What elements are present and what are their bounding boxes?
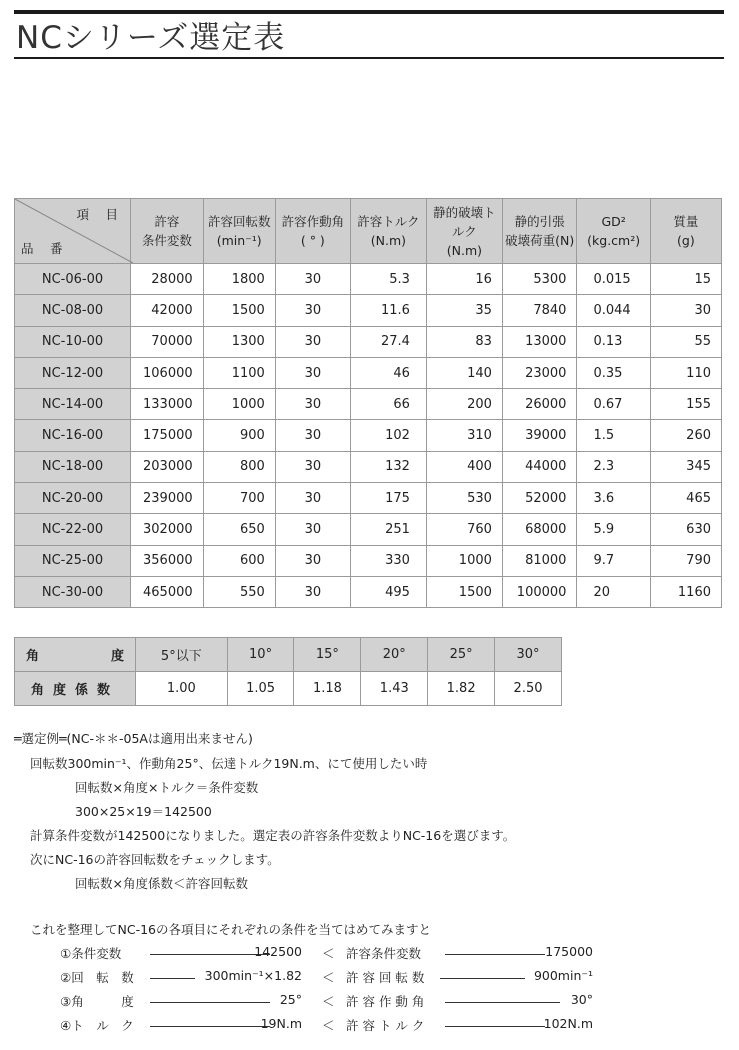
angle-value: 20° [361, 638, 428, 672]
compare-right-value: 102N.m [543, 1016, 593, 1031]
value-cell: 203000 [131, 451, 204, 482]
corner-item-label: 項 目 [76, 207, 121, 222]
value-cell: 200 [426, 389, 502, 420]
value-cell: 330 [350, 545, 426, 576]
factor-value: 1.43 [361, 672, 428, 706]
col-header: 許容 条件変数 [131, 199, 204, 264]
value-cell: 132 [350, 451, 426, 482]
value-cell: 70000 [131, 326, 204, 357]
table-row [15, 514, 722, 545]
value-cell: 1500 [426, 576, 502, 607]
value-cell: 260 [650, 420, 721, 451]
value-cell: 20 [577, 576, 650, 607]
col-header: 質量 (g) [650, 199, 721, 264]
value-cell: 0.67 [577, 389, 650, 420]
value-cell: 1.5 [577, 420, 650, 451]
example-line: 回転数300min⁻¹、作動角25°、伝達トルク19N.m、にて使用したい時 [30, 756, 428, 771]
angle-value: 5°以下 [136, 638, 228, 672]
value-cell: 30 [650, 295, 721, 326]
value-cell: 550 [203, 576, 275, 607]
factor-value: 1.00 [136, 672, 228, 706]
value-cell: 1160 [650, 576, 721, 607]
value-cell: 140 [426, 357, 502, 388]
corner-model-label: 品 番 [21, 241, 65, 256]
angle-value: 15° [294, 638, 361, 672]
col-header: 静的破壊トルク (N.m) [426, 199, 502, 264]
value-cell: 30 [275, 420, 350, 451]
value-cell: 1500 [203, 295, 275, 326]
value-cell: 600 [203, 545, 275, 576]
table-row [15, 576, 722, 607]
corner-header [15, 199, 131, 264]
value-cell: 0.13 [577, 326, 650, 357]
compare-right-value: 175000 [545, 944, 593, 959]
table-row [15, 357, 722, 388]
compare-left-label: ③角 度 [60, 994, 134, 1009]
summary-line: これを整理してNC-16の各項目にそれぞれの条件を当てはめてみますと [30, 922, 431, 937]
value-cell: 1800 [203, 264, 275, 295]
value-cell: 15 [650, 264, 721, 295]
value-cell: 630 [650, 514, 721, 545]
model-cell: NC-14-00 [15, 389, 131, 420]
value-cell: 100000 [502, 576, 577, 607]
angle-value: 25° [428, 638, 495, 672]
angle-row-label [15, 638, 136, 672]
factor-row-label: 角度係数 [15, 672, 136, 706]
value-cell: 30 [275, 451, 350, 482]
model-cell: NC-10-00 [15, 326, 131, 357]
leader-line [440, 978, 525, 979]
value-cell: 39000 [502, 420, 577, 451]
value-cell: 55 [650, 326, 721, 357]
value-cell: 30 [275, 389, 350, 420]
example-line: 回転数×角度×トルク＝条件変数 [75, 780, 259, 795]
leader-line [150, 1002, 270, 1003]
leader-line [445, 1026, 545, 1027]
value-cell: 239000 [131, 483, 204, 514]
value-cell: 16 [426, 264, 502, 295]
value-cell: 26000 [502, 389, 577, 420]
value-cell: 52000 [502, 483, 577, 514]
table-row [15, 295, 722, 326]
value-cell: 175 [350, 483, 426, 514]
model-cell: NC-20-00 [15, 483, 131, 514]
value-cell: 175000 [131, 420, 204, 451]
value-cell: 0.044 [577, 295, 650, 326]
compare-right-label: 許 容 回 転 数 [346, 970, 425, 985]
factor-value: 1.05 [227, 672, 294, 706]
value-cell: 900 [203, 420, 275, 451]
value-cell: 44000 [502, 451, 577, 482]
compare-operator: ＜ [322, 970, 335, 985]
value-cell: 0.015 [577, 264, 650, 295]
example-line: 次にNC-16の許容回転数をチェックします。 [30, 852, 280, 867]
value-cell: 495 [350, 576, 426, 607]
model-cell: NC-18-00 [15, 451, 131, 482]
value-cell: 102 [350, 420, 426, 451]
value-cell: 302000 [131, 514, 204, 545]
page-title: NCシリーズ選定表 [16, 20, 286, 56]
leader-line [150, 1026, 270, 1027]
value-cell: 465 [650, 483, 721, 514]
value-cell: 133000 [131, 389, 204, 420]
compare-right-label: 許容条件変数 [346, 946, 422, 961]
value-cell: 68000 [502, 514, 577, 545]
value-cell: 30 [275, 483, 350, 514]
model-cell: NC-16-00 [15, 420, 131, 451]
example-heading: ═選定例═(NC-＊＊-05Aは適用出来ません) [14, 731, 253, 746]
value-cell: 81000 [502, 545, 577, 576]
value-cell: 28000 [131, 264, 204, 295]
value-cell: 9.7 [577, 545, 650, 576]
value-cell: 700 [203, 483, 275, 514]
col-header: 静的引張 破壊荷重(N) [502, 199, 577, 264]
factor-value: 1.82 [428, 672, 495, 706]
table-row [15, 389, 722, 420]
value-cell: 251 [350, 514, 426, 545]
value-cell: 23000 [502, 357, 577, 388]
compare-left-label: ④ト ル ク [60, 1018, 134, 1033]
angle-label-char: 度 [110, 649, 124, 664]
value-cell: 42000 [131, 295, 204, 326]
value-cell: 66 [350, 389, 426, 420]
value-cell: 356000 [131, 545, 204, 576]
value-cell: 345 [650, 451, 721, 482]
compare-operator: ＜ [322, 946, 335, 961]
factor-value: 1.18 [294, 672, 361, 706]
value-cell: 2.3 [577, 451, 650, 482]
leader-line [150, 978, 195, 979]
example-line: 回転数×角度係数＜許容回転数 [75, 876, 248, 891]
value-cell: 5.3 [350, 264, 426, 295]
value-cell: 30 [275, 545, 350, 576]
angle-row [15, 638, 562, 672]
factor-value: 2.50 [495, 672, 562, 706]
value-cell: 27.4 [350, 326, 426, 357]
value-cell: 30 [275, 514, 350, 545]
value-cell: 400 [426, 451, 502, 482]
model-cell: NC-25-00 [15, 545, 131, 576]
value-cell: 310 [426, 420, 502, 451]
table-row [15, 326, 722, 357]
table-row [15, 545, 722, 576]
leader-line [150, 954, 270, 955]
compare-left-label: ②回 転 数 [60, 970, 134, 985]
factor-row [15, 672, 562, 706]
table-row [15, 420, 722, 451]
compare-right-label: 許 容 作 動 角 [346, 994, 425, 1009]
compare-left-value: 25° [279, 992, 302, 1007]
value-cell: 3.6 [577, 483, 650, 514]
model-cell: NC-22-00 [15, 514, 131, 545]
compare-left-value: 142500 [254, 944, 302, 959]
example-line: 300×25×19＝142500 [75, 804, 212, 819]
value-cell: 155 [650, 389, 721, 420]
angle-label-char: 角 [26, 649, 40, 664]
compare-operator: ＜ [322, 994, 335, 1009]
compare-right-label: 許 容 ト ル ク [346, 1018, 425, 1033]
compare-left-label: ①条件変数 [60, 946, 122, 961]
value-cell: 83 [426, 326, 502, 357]
col-header: 許容回転数 (min⁻¹) [203, 199, 275, 264]
table-row [15, 451, 722, 482]
value-cell: 1100 [203, 357, 275, 388]
value-cell: 46 [350, 357, 426, 388]
angle-factor-table [14, 637, 562, 706]
col-header: GD² (kg.cm²) [577, 199, 650, 264]
leader-line [445, 1002, 560, 1003]
value-cell: 30 [275, 576, 350, 607]
value-cell: 13000 [502, 326, 577, 357]
value-cell: 110 [650, 357, 721, 388]
leader-line [445, 954, 545, 955]
col-header: 許容作動角 ( ° ) [275, 199, 350, 264]
value-cell: 530 [426, 483, 502, 514]
value-cell: 0.35 [577, 357, 650, 388]
value-cell: 1000 [203, 389, 275, 420]
compare-left-value: 19N.m [260, 1016, 302, 1031]
value-cell: 5.9 [577, 514, 650, 545]
value-cell: 1300 [203, 326, 275, 357]
compare-right-value: 900min⁻¹ [533, 968, 593, 983]
selection-table [14, 198, 722, 608]
value-cell: 650 [203, 514, 275, 545]
angle-value: 10° [227, 638, 294, 672]
value-cell: 790 [650, 545, 721, 576]
model-cell: NC-12-00 [15, 357, 131, 388]
value-cell: 11.6 [350, 295, 426, 326]
value-cell: 30 [275, 357, 350, 388]
title-rule [14, 57, 724, 59]
compare-left-value: 300min⁻¹×1.82 [204, 968, 302, 983]
value-cell: 35 [426, 295, 502, 326]
value-cell: 30 [275, 326, 350, 357]
angle-value: 30° [495, 638, 562, 672]
value-cell: 5300 [502, 264, 577, 295]
value-cell: 1000 [426, 545, 502, 576]
value-cell: 760 [426, 514, 502, 545]
compare-operator: ＜ [322, 1018, 335, 1033]
model-cell: NC-08-00 [15, 295, 131, 326]
table-row [15, 483, 722, 514]
value-cell: 106000 [131, 357, 204, 388]
compare-right-value: 30° [570, 992, 593, 1007]
value-cell: 7840 [502, 295, 577, 326]
value-cell: 465000 [131, 576, 204, 607]
model-cell: NC-06-00 [15, 264, 131, 295]
value-cell: 800 [203, 451, 275, 482]
value-cell: 30 [275, 295, 350, 326]
col-header: 許容トルク (N.m) [350, 199, 426, 264]
table-row [15, 264, 722, 295]
value-cell: 30 [275, 264, 350, 295]
model-cell: NC-30-00 [15, 576, 131, 607]
selection-table-header [15, 199, 722, 264]
example-line: 計算条件変数が142500になりました。選定表の許容条件変数よりNC-16を選びます。 [30, 828, 516, 843]
